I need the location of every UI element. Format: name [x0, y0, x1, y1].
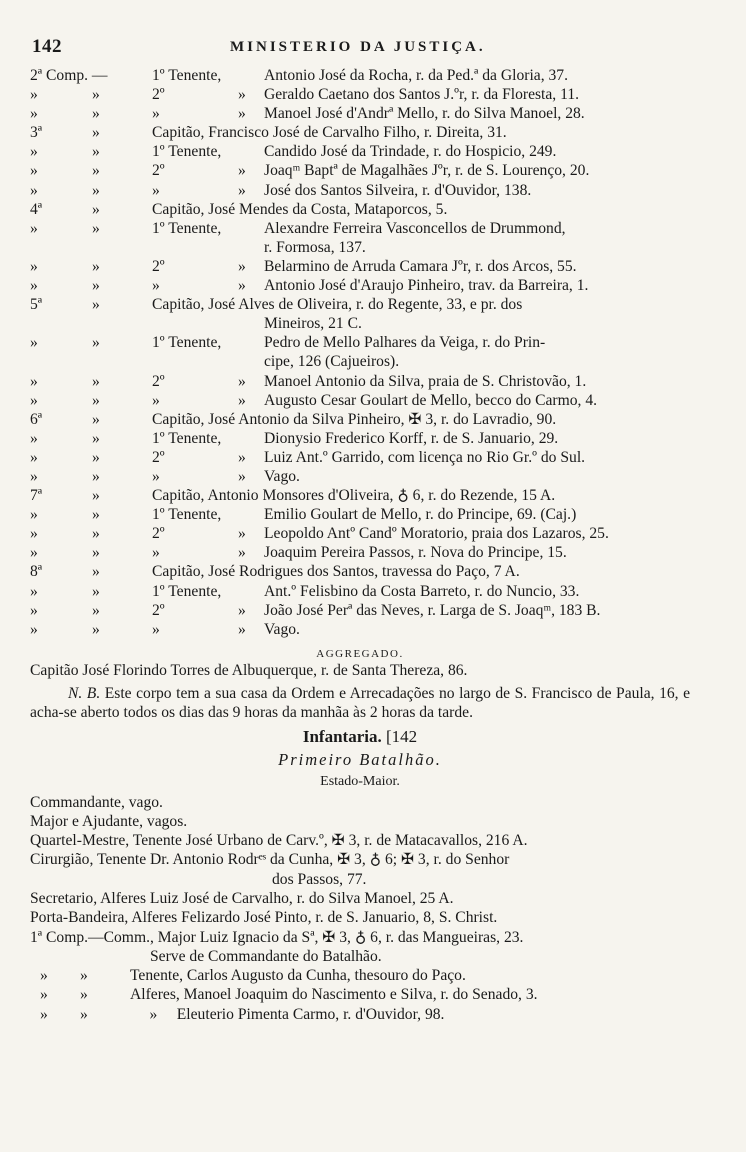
ditto-column: » — [92, 200, 100, 218]
ditto-column: » — [92, 105, 100, 123]
officer-entry: Ant.º Felisbino da Costa Barreto, r. do Nuncio, 33. — [264, 582, 580, 600]
company-column: 2ª Comp. — — [30, 67, 108, 84]
ditto-column: » — [92, 334, 100, 352]
rank-ditto: » — [238, 277, 246, 295]
continuation-line: Mineiros, 21 C. — [264, 315, 362, 333]
officer-entry: Tenente, Carlos Augusto da Cunha, thesouro do Paço. — [130, 967, 466, 985]
company-entry — [30, 181, 690, 200]
officer-entry: Antonio José d'Araujo Pinheiro, trav. da Barreira, 1. — [264, 277, 589, 295]
section-subtitle: Primeiro Batalhão. — [278, 749, 442, 769]
captain-entry: Capitão, José Mendes da Costa, Mataporcos, 5. — [152, 200, 448, 218]
rank-label: » — [152, 620, 160, 638]
rank-ditto: » — [238, 181, 246, 199]
rank-ditto: » — [238, 86, 246, 104]
company-entry — [30, 429, 690, 448]
officer-entry: Geraldo Caetano dos Santos J.ºr, r. da Floresta, 11. — [264, 86, 580, 104]
section-title-row — [30, 725, 690, 749]
company-column: 4ª — [30, 200, 43, 218]
company-entry — [30, 391, 690, 410]
company-entry — [30, 372, 690, 391]
officer-entry: Manoel José d'Andrª Mello, r. do Silva Manoel, 28. — [264, 105, 585, 123]
company-column: » — [30, 181, 38, 199]
rank-label: » — [152, 391, 160, 409]
company-list — [30, 66, 690, 639]
rank-label: 2º — [152, 525, 165, 543]
staff-heading: Estado-Maior. — [320, 773, 400, 789]
company-column: » — [30, 544, 38, 562]
ditto-column: » — [92, 563, 100, 581]
officer-entry: Luiz Ant.º Garrido, com licença no Rio Gr.º do Sul. — [264, 448, 586, 466]
page-number: 142 — [32, 36, 62, 57]
company-entry — [30, 200, 690, 219]
rank-ditto: » — [238, 257, 246, 275]
ditto-column: » — [92, 410, 100, 428]
rank-label: » — [152, 181, 160, 199]
rank-label: 2º — [152, 162, 165, 180]
ditto-mark: » — [40, 1005, 48, 1023]
rank-label: 1º Tenente, — [152, 582, 222, 600]
running-title: MINISTERIO DA JUSTIÇA. — [230, 39, 486, 55]
officer-entry: Belarmino de Arruda Camara Jºr, r. dos Arcos, 55. — [264, 257, 577, 275]
company-column: » — [30, 525, 38, 543]
company-column: » — [30, 506, 38, 524]
officer-entry: Emilio Goulart de Mello, r. do Principe, 69. (Caj.) — [264, 506, 577, 524]
company-column: » — [30, 86, 38, 104]
company-entry — [30, 104, 690, 123]
rank-ditto: » — [238, 162, 246, 180]
rank-label: 2º — [152, 372, 165, 390]
company-entry — [30, 505, 690, 524]
company-column: » — [30, 620, 38, 638]
officer-entry: João José Perª das Neves, r. Larga de S. Joaqᵐ, 183 B. — [264, 601, 601, 619]
officer-entry: Leopoldo Antº Candº Moratorio, praia dos Lazaros, 25. — [264, 525, 609, 543]
staff-line: Porta-Bandeira, Alferes Felizardo José Pinto, r. de S. Januario, 8, S. Christ. — [30, 909, 498, 927]
officer-entry: Joaqᵐ Baptª de Magalhães Jºr, r. de S. Lourenço, 20. — [264, 162, 590, 180]
company-entry — [30, 276, 690, 295]
rank-ditto: » — [238, 601, 246, 619]
staff-line: Secretario, Alferes Luiz José de Carvalho, r. do Silva Manoel, 25 A. — [30, 890, 454, 907]
staff-list — [30, 793, 690, 967]
rank-label: 1º Tenente, — [152, 219, 222, 237]
rank-ditto: » — [238, 620, 246, 638]
company-entry — [30, 352, 690, 371]
continuation-line: cipe, 126 (Cajueiros). — [264, 353, 400, 371]
first-company-list — [30, 966, 690, 1024]
ditto-column: » — [92, 124, 100, 142]
company-column: » — [30, 372, 38, 390]
company-entry — [30, 295, 690, 314]
company-column: » — [30, 257, 38, 275]
officer-entry: Dionysio Frederico Korff, r. de S. Januario, 29. — [264, 429, 559, 447]
ditto-column: » — [92, 181, 100, 199]
ditto-mark: » — [80, 1005, 88, 1023]
company-column: 7ª — [30, 487, 43, 505]
company-column: 6ª — [30, 410, 43, 428]
company-column: 8ª — [30, 563, 43, 581]
rank-ditto: » — [238, 448, 246, 466]
ditto-column: » — [92, 372, 100, 390]
rank-label: » — [152, 105, 160, 123]
company-entry — [30, 410, 690, 429]
company-entry — [30, 238, 690, 257]
first-company-entry — [30, 966, 690, 985]
officer-entry: Pedro de Mello Palhares da Veiga, r. do Prin- — [264, 334, 546, 352]
company-entry — [30, 123, 690, 142]
rank-label: 1º Tenente, — [152, 506, 222, 524]
company-column: » — [30, 467, 38, 485]
company-entry — [30, 314, 690, 333]
first-company-entry — [30, 1005, 690, 1024]
captain-entry: Capitão, Antonio Monsores d'Oliveira, ♁ 6, r. do Rezende, 15 A. — [152, 487, 556, 505]
company-column: » — [30, 334, 38, 352]
ditto-mark: » — [40, 986, 48, 1004]
company-entry — [30, 219, 690, 238]
rank-ditto: » — [238, 467, 246, 485]
ditto-column: » — [92, 448, 100, 466]
officer-entry: Augusto Cesar Goulart de Mello, becco do Carmo, 4. — [264, 391, 598, 409]
rank-ditto: » — [238, 391, 246, 409]
officer-entry: José dos Santos Silveira, r. d'Ouvidor, 138. — [264, 181, 532, 199]
page-header — [30, 36, 690, 66]
company-column: » — [30, 448, 38, 466]
staff-line: dos Passos, 77. — [272, 870, 367, 888]
ditto-column: » — [92, 296, 100, 314]
note-text: Este corpo tem a sua casa da Ordem e Arrecadações no largo de S. Francisco de Paula, 16, e acha-se aberto todos os dias das 9 horas da manhãa às 2 horas da tarde. — [30, 685, 690, 722]
company-column: » — [30, 429, 38, 447]
officer-entry: Candido José da Trindade, r. do Hospicio, 249. — [264, 143, 557, 161]
rank-ditto: » — [238, 372, 246, 390]
company-entry — [30, 562, 690, 581]
company-column: » — [30, 582, 38, 600]
ditto-column: » — [92, 277, 100, 295]
ditto-column: » — [92, 487, 100, 505]
officer-entry: Alexandre Ferreira Vasconcellos de Drummond, — [264, 219, 566, 237]
rank-label: 1º Tenente, — [152, 143, 222, 161]
rank-ditto: » — [238, 105, 246, 123]
company-column: 3ª — [30, 124, 43, 142]
company-entry — [30, 333, 690, 352]
company-entry — [30, 161, 690, 180]
staff-line: Cirurgião, Tenente Dr. Antonio Rodrᵉˢ da Cunha, ✠ 3, ♁ 6; ✠ 3, r. do Senhor — [30, 851, 510, 869]
captain-entry: Capitão, Francisco José de Carvalho Filho, r. Direita, 31. — [152, 124, 507, 142]
captain-entry: Capitão, José Alves de Oliveira, r. do Regente, 33, e pr. dos — [152, 296, 523, 314]
company-entry — [30, 66, 690, 85]
aggregado-line: Capitão José Florindo Torres de Albuquerque, r. de Santa Thereza, 86. — [30, 661, 468, 679]
ditto-column: » — [92, 525, 100, 543]
ditto-column: » — [92, 86, 100, 104]
first-company-entry — [30, 985, 690, 1004]
rank-label: 2º — [152, 257, 165, 275]
officer-entry: Alferes, Manoel Joaquim do Nascimento e Silva, r. do Senado, 3. — [130, 986, 538, 1004]
rank-ditto: » — [238, 525, 246, 543]
company-entry — [30, 524, 690, 543]
company-column: » — [30, 143, 38, 161]
rank-label: » — [152, 467, 160, 485]
ditto-mark: » — [80, 986, 88, 1004]
officer-entry: » Eleuterio Pimenta Carmo, r. d'Ouvidor, 98. — [130, 1005, 445, 1023]
rank-label: 1º Tenente, — [152, 334, 222, 352]
ditto-column: » — [92, 582, 100, 600]
ditto-column: » — [92, 219, 100, 237]
staff-line: Commandante, vago. — [30, 793, 163, 811]
company-entry — [30, 543, 690, 562]
officer-entry: Antonio José da Rocha, r. da Ped.ª da Gloria, 37. — [264, 67, 568, 84]
ditto-mark: » — [40, 967, 48, 985]
ditto-column: » — [92, 544, 100, 562]
company-entry — [30, 448, 690, 467]
note-paragraph — [30, 684, 690, 722]
rank-label: 1º Tenente, — [152, 429, 222, 447]
staff-line: Major e Ajudante, vagos. — [30, 812, 188, 830]
document-page — [30, 36, 690, 1024]
company-entry — [30, 601, 690, 620]
officer-entry: Joaquim Pereira Passos, r. Nova do Principe, 15. — [264, 544, 567, 562]
staff-line: Quartel-Mestre, Tenente José Urbano de Carv.º, ✠ 3, r. de Matacavallos, 216 A. — [30, 832, 528, 850]
captain-entry: Capitão, José Antonio da Silva Pinheiro, ✠ 3, r. do Lavradio, 90. — [152, 410, 557, 428]
ditto-column: » — [92, 601, 100, 619]
rank-label: 1º Tenente, — [152, 67, 222, 84]
company-entry — [30, 620, 690, 639]
officer-entry: Vago. — [264, 620, 300, 638]
officer-entry: Manoel Antonio da Silva, praia de S. Christovão, 1. — [264, 372, 587, 390]
company-entry — [30, 257, 690, 276]
section-bracket: [142 — [385, 726, 418, 746]
rank-label: 2º — [152, 601, 165, 619]
ditto-column: » — [92, 506, 100, 524]
note-label: N. B. — [68, 685, 101, 703]
staff-line: Serve de Commandante do Batalhão. — [150, 947, 382, 965]
company-column: » — [30, 277, 38, 295]
company-column: » — [30, 105, 38, 123]
company-entry — [30, 582, 690, 601]
company-entry — [30, 486, 690, 505]
ditto-column: » — [92, 429, 100, 447]
company-entry — [30, 85, 690, 104]
ditto-column: » — [92, 467, 100, 485]
company-column: » — [30, 601, 38, 619]
captain-entry: Capitão, José Rodrigues dos Santos, travessa do Paço, 7 A. — [152, 563, 520, 581]
company-column: 5ª — [30, 296, 43, 314]
ditto-column: » — [92, 143, 100, 161]
company-column: » — [30, 219, 38, 237]
company-entry — [30, 142, 690, 161]
company-column: » — [30, 162, 38, 180]
rank-ditto: » — [238, 544, 246, 562]
ditto-column: » — [92, 620, 100, 638]
officer-entry: Vago. — [264, 467, 300, 485]
ditto-column: » — [92, 162, 100, 180]
rank-label: 2º — [152, 86, 165, 104]
section-title: Infantaria. — [302, 726, 382, 746]
ditto-column: » — [92, 257, 100, 275]
rank-label: » — [152, 544, 160, 562]
company-entry — [30, 467, 690, 486]
ditto-column: » — [92, 391, 100, 409]
company-column: » — [30, 391, 38, 409]
ditto-mark: » — [80, 967, 88, 985]
rank-label: » — [152, 277, 160, 295]
continuation-line: r. Formosa, 137. — [264, 238, 366, 256]
rank-label: 2º — [152, 448, 165, 466]
aggregado-heading: AGGREGADO. — [316, 647, 404, 660]
staff-line: 1ª Comp.—Comm., Major Luiz Ignacio da Sª, ✠ 3, ♁ 6, r. das Mangueiras, 23. — [30, 928, 524, 946]
